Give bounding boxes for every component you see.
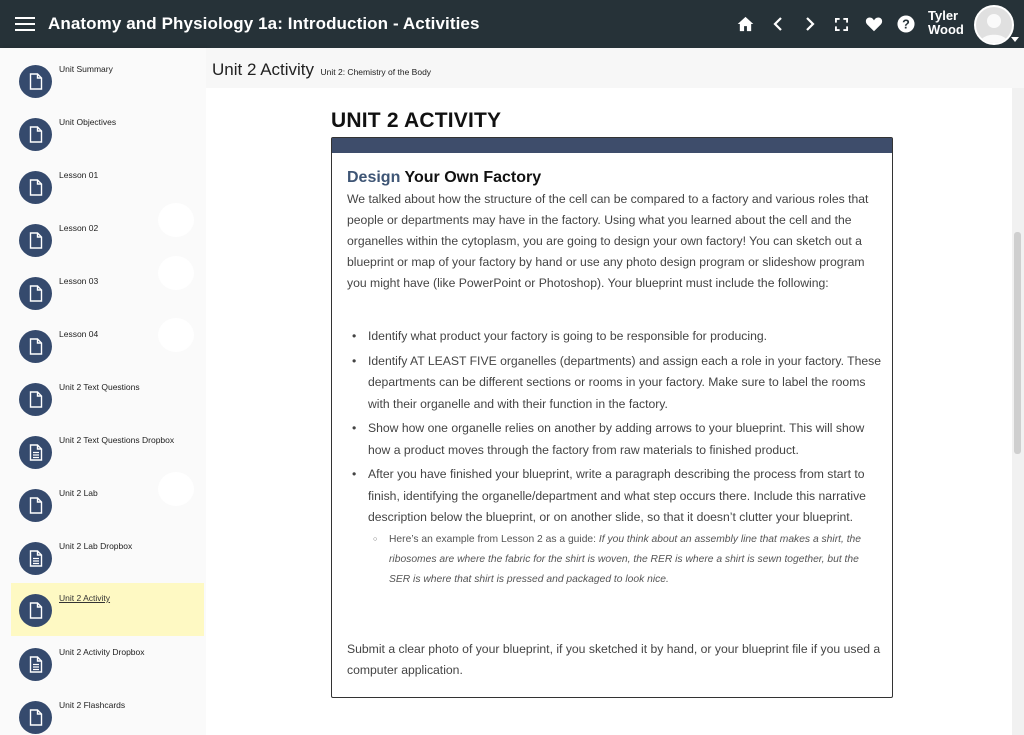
sidebar-item-unit-objectives[interactable] [11,113,204,166]
sidebar-item-unit-2-activity-dropbox[interactable] [11,643,204,696]
document-icon [19,383,52,416]
list-item-text: After you have finished your blueprint, write a paragraph describing the process from start to finish, identifying the organelle/department and what step occurs there. Include this narrative description below the blueprint, or on another slide, so that it doesn’t clutter your blueprint. [368,467,866,524]
sidebar-item-label: Unit 2 Text Questions Dropbox [59,435,175,445]
home-icon[interactable] [735,14,756,35]
activity-content [206,88,1012,735]
dropbox-icon [19,648,52,681]
main-panel [206,48,1024,735]
sidebar-item-unit-2-text-questions[interactable] [11,378,204,431]
user-name[interactable] [928,9,973,37]
document-icon [19,65,52,98]
user-last-name: Wood [928,22,964,37]
card-heading-accent: Design [347,169,401,186]
sidebar-item-unit-2-flashcards[interactable] [11,696,204,735]
dropbox-icon [19,542,52,575]
example-lead: Here’s an example from Lesson 2 as a guide: [389,533,599,545]
activity-title: UNIT 2 ACTIVITY [331,109,502,132]
help-icon[interactable] [895,14,916,35]
avatar[interactable] [974,5,1014,45]
sidebar-item-label: Lesson 02 [59,223,99,233]
sidebar-item-label: Unit Summary [59,64,113,74]
top-toolbar [735,0,916,48]
activity-card [331,137,893,698]
scrollbar[interactable] [1012,88,1024,735]
example-subitem [368,530,882,590]
document-icon [19,277,52,310]
page-title [212,60,431,80]
document-icon [19,118,52,151]
sidebar-item-label: Unit 2 Activity Dropbox [59,647,145,657]
document-icon [19,330,52,363]
sidebar-item-lesson-03[interactable] [11,272,204,325]
chevron-left-icon[interactable] [767,14,788,35]
sidebar-item-label: Unit Objectives [59,117,117,127]
sidebar-item-unit-summary[interactable] [11,60,204,113]
sidebar-item-label: Lesson 03 [59,276,99,286]
document-icon [19,489,52,522]
card-intro-text: We talked about how the structure of the cell can be compared to a factory and various roles that people or departments may have in the factory. Using what you learned about the cell and the organelles within the cytoplasm, you are going to design your own factory! You can sketch out a blueprint or map of your factory by hand or use any photo design program or slideshow program you might have (like PowerPoint or Photoshop). Your blueprint must include the following: [347,192,869,290]
sidebar-item-label: Unit 2 Lab [59,488,98,498]
list-item: • Identify AT LEAST FIVE organelles (departments) and assign each a role in your factory. These departments can be different sections or rooms in your factory. Make sure to label the rooms with their organelle and with their function in the factory. [347,351,882,416]
page-title-text: Unit 2 Activity [212,60,315,79]
document-icon [19,171,52,204]
sidebar-item-unit-2-lab[interactable] [11,484,204,537]
sidebar-item-label: Unit 2 Activity [59,593,111,603]
sidebar-item-label: Unit 2 Flashcards [59,700,126,710]
sidebar-item-label: Lesson 01 [59,170,99,180]
sidebar-item-lesson-04[interactable] [11,325,204,378]
card-heading [347,169,541,187]
top-bar [0,0,1024,48]
avatar-caret-icon[interactable] [1011,37,1019,42]
list-item [347,464,882,590]
app-title: Anatomy and Physiology 1a: Introduction - Activities [48,14,480,33]
card-header-band [332,138,892,153]
list-item: • Show how one organelle relies on another by adding arrows to your blueprint. This will show how a product moves through the factory from raw materials to finished product. [347,418,882,461]
dropbox-icon [19,436,52,469]
sidebar-item-label: Unit 2 Lab Dropbox [59,541,133,551]
list-item: • Identify what product your factory is going to be responsible for producing. [347,326,882,348]
sidebar-item-label: Lesson 04 [59,329,99,339]
page-subtitle: Unit 2: Chemistry of the Body [320,67,432,77]
heart-icon[interactable] [863,14,884,35]
chevron-right-icon[interactable] [799,14,820,35]
scrollbar-thumb[interactable] [1014,232,1021,454]
document-icon [19,701,52,734]
example-text: If you think about an assembly line that makes a shirt, the ribosomes are where the fabric for the shirt is woven, the RER is where a shirt is sewn together, but the SER is where that shirt is pressed and packaged to look nice. [389,533,862,585]
menu-icon[interactable] [15,17,35,31]
closing-text: Submit a clear photo of your blueprint, if you sketched it by hand, or your blueprint file if you used a computer application. [347,642,881,677]
sidebar-item-label: Unit 2 Text Questions [59,382,140,392]
sidebar-item-unit-2-text-questions-dropbox[interactable] [11,431,204,484]
requirements-list [347,326,882,593]
sidebar-item-lesson-02[interactable] [11,219,204,272]
card-heading-rest: Your Own Factory [400,169,542,186]
document-icon [19,594,52,627]
document-icon [19,224,52,257]
sidebar [0,48,206,735]
svg-text:?: ? [901,17,910,32]
sidebar-item-lesson-01[interactable] [11,166,204,219]
sidebar-item-unit-2-activity[interactable] [11,583,204,636]
user-first-name: Tyler [928,8,959,23]
fullscreen-icon[interactable] [831,14,852,35]
